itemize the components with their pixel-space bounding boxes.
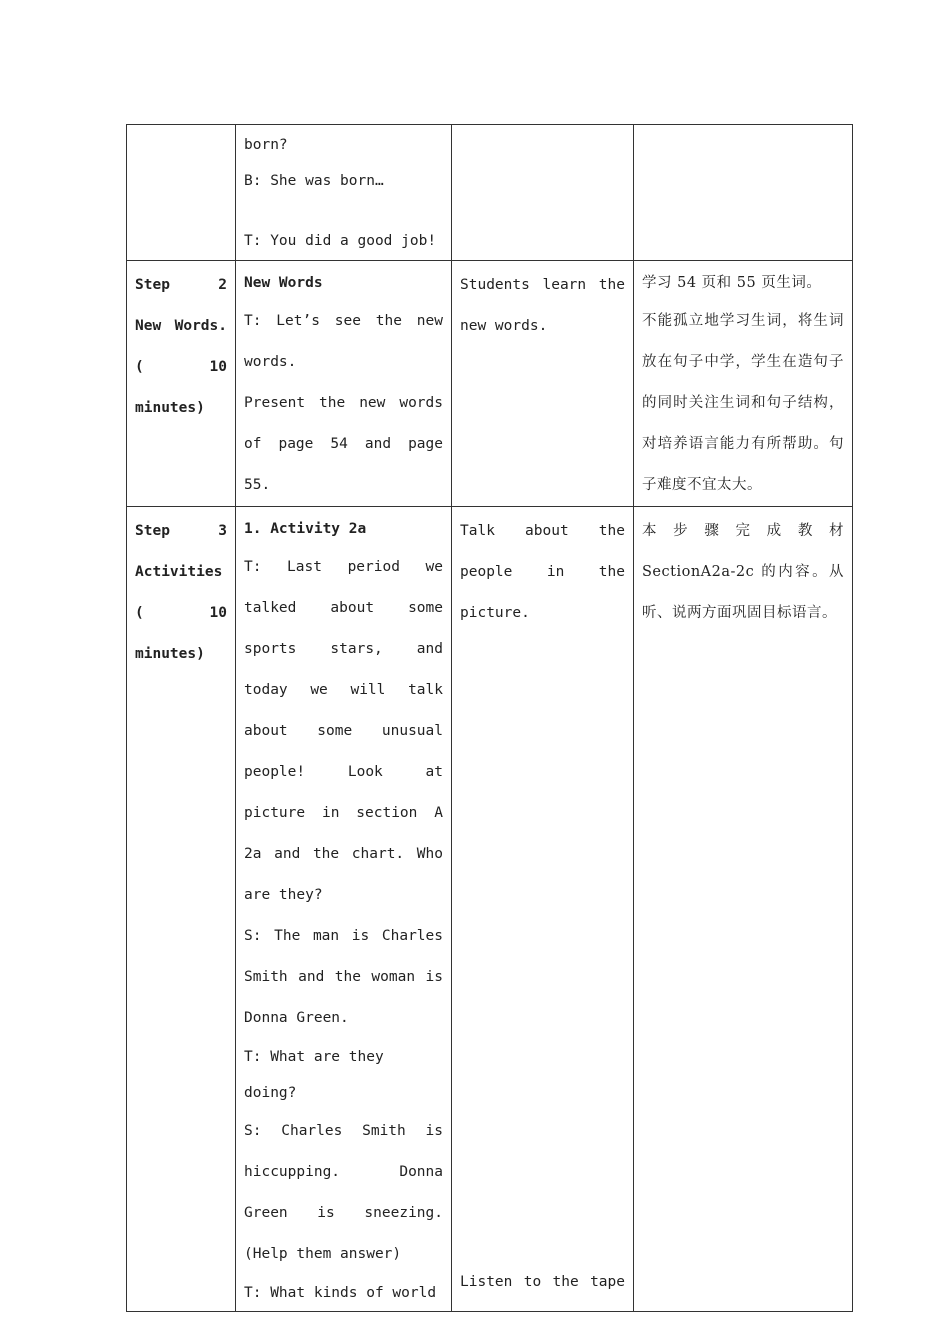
table-row	[127, 261, 853, 507]
teacher-activity-cell	[236, 125, 452, 261]
note-line: 学习 54 页和 55 页生词。	[642, 275, 822, 291]
note-paragraph: 不能孤立地学习生词，将生词放在句子中学，学生在造句子的同时关注生词和句子结构，对培养语言能力有所帮助。句子难度不宜太大。	[642, 313, 844, 493]
table-row	[127, 125, 853, 261]
step-label: Step 3	[135, 523, 227, 539]
step-cell	[127, 261, 236, 507]
student-line: Listen to the tape	[460, 1274, 625, 1290]
step-cell	[127, 125, 236, 261]
student-line: Talk about the people in the picture.	[460, 523, 625, 621]
step-duration-unit: minutes)	[135, 646, 205, 662]
teacher-activity-cell	[236, 261, 452, 507]
section-heading: New Words	[244, 275, 323, 291]
teacher-line: Present the new words of page 54 and page 55.	[244, 395, 443, 493]
note-paragraph: 本步骤完成教材 SectionA2a-2c 的内容。从听、说两方面巩固目标语言。	[642, 523, 844, 621]
teacher-line: T: Last period we talked about some sports stars, and today we will talk about some unusual people! Look at picture in section A 2a and the chart. Who are they?	[244, 559, 443, 903]
step-duration: ( 10	[135, 359, 227, 375]
student-activity-cell	[452, 507, 634, 1312]
table-row	[127, 507, 853, 1312]
notes-cell	[634, 507, 853, 1312]
spacer	[244, 199, 443, 223]
step-label: Step 2	[135, 277, 227, 293]
step-cell	[127, 507, 236, 1312]
student-answer-line: S: Charles Smith is hiccupping. Donna Green is sneezing. (Help them answer)	[244, 1123, 443, 1262]
step-title: Activities	[135, 564, 223, 580]
lesson-plan-table	[126, 124, 853, 1312]
teacher-line: T: What are they doing?	[244, 1049, 384, 1101]
student-line: Students learn the new words.	[460, 277, 625, 334]
dialogue-line: born?	[244, 137, 288, 153]
teacher-activity-cell	[236, 507, 452, 1312]
section-heading: 1. Activity 2a	[244, 521, 367, 537]
notes-cell	[634, 261, 853, 507]
step-title: New Words.	[135, 318, 227, 334]
notes-cell	[634, 125, 853, 261]
dialogue-line: B: She was born…	[244, 173, 384, 189]
step-duration-unit: minutes)	[135, 400, 205, 416]
teacher-line: T: What kinds of world	[244, 1285, 437, 1301]
student-answer-line: S: The man is Charles Smith and the woman is Donna Green.	[244, 928, 443, 1026]
teacher-line: T: Let’s see the new words.	[244, 313, 443, 370]
student-activity-cell	[452, 125, 634, 261]
dialogue-line: T: You did a good job!	[244, 233, 437, 249]
student-activity-cell	[452, 261, 634, 507]
step-duration: ( 10	[135, 605, 227, 621]
